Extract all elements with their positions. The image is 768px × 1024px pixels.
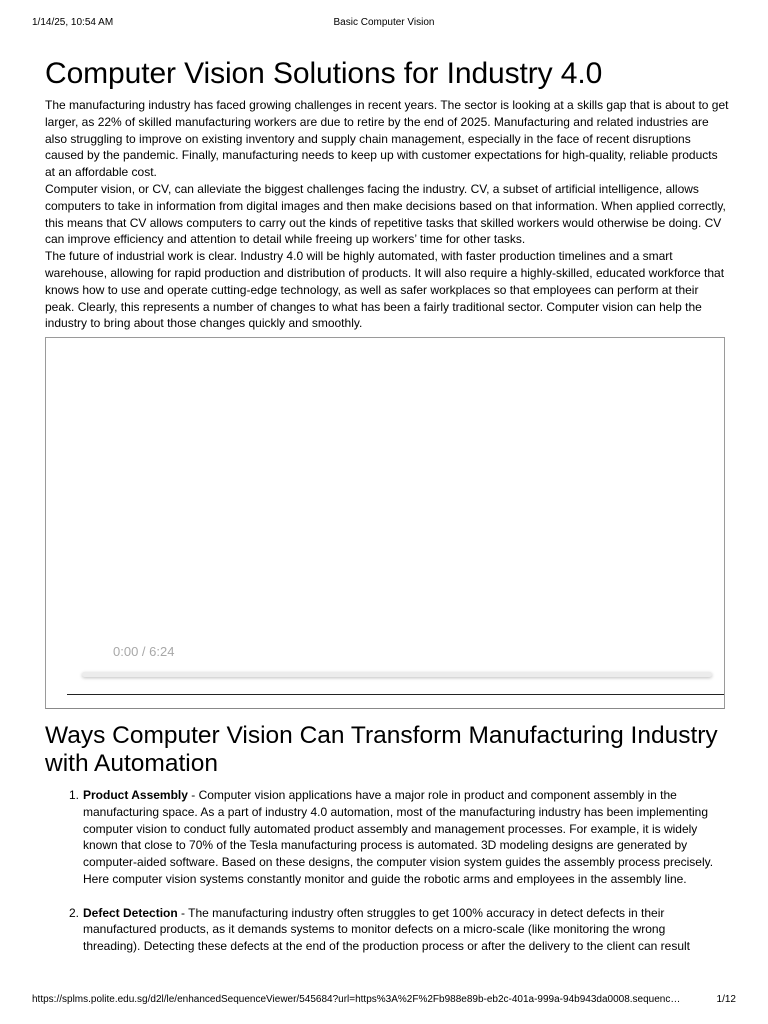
list-item [69, 787, 723, 888]
print-header [32, 17, 736, 31]
list-item-number: 1. [69, 788, 80, 802]
cv-paragraph: Computer vision, or CV, can alleviate the biggest challenges facing the industry. CV, a subset of artificial intelligence, allows computers to take in information from digital images and then make decisions based on that information. When applied correctly, this means that CV allows computers to carry out the kinds of repetitive tasks that skilled workers would otherwise be doing. CV can improve efficiency and attention to detail while freeing up workers’ time for other tasks. [45, 181, 726, 247]
page-title: Computer Vision Solutions for Industry 4.0 [45, 57, 603, 90]
print-document-title: Basic Computer Vision [333, 17, 435, 28]
list-item [69, 905, 723, 955]
list-item-term: Product Assembly [83, 788, 188, 802]
video-player[interactable] [45, 337, 725, 709]
print-timestamp: 1/14/25, 10:54 AM [32, 17, 114, 28]
print-footer [32, 994, 736, 1008]
intro-paragraph: The manufacturing industry has faced growing challenges in recent years. The sector is looking at a skills gap that is about to get larger, as 22% of skilled manufacturing workers are due to retire by the end of 2025. Manufacturing and related industries are also struggling to improve on existing inventory and supply chain management, especially in the face of recent disruptions caused by the pandemic. Finally, manufacturing needs to keep up with customer expectations for high-quality, reliable products at an affordable cost. [45, 98, 729, 180]
list-item-number: 2. [69, 905, 80, 920]
list-item-text: - Computer vision applications have a major role in product and component assembly in the manufacturing space. As a part of industry 4.0 automation, most of the manufacturing industry has been implementing computer vision to conduct fully automated product assembly and management processes. For example, it is widely known that close to 70% of the Tesla manufacturing process is automated. 3D modeling designs are generated by computer-aided software. Based on these designs, the computer vision system guides the assembly process precisely. Here computer vision systems constantly monitor and guide the robotic arms and employees in the assembly line. [83, 788, 714, 886]
video-controls-divider [67, 694, 724, 695]
list-item-text: - The manufacturing industry often struggles to get 100% accuracy in detect defects in their manufactured products, as it demands systems to monitor defects on a micro-scale (like monitoring the wrong threading). Detecting these defects at the end of the production process or after the delivery to the client can result [83, 905, 691, 954]
print-url: https://splms.polite.edu.sg/d2l/le/enhancedSequenceViewer/545684?url=https%3A%2F%2Fb988e89b-eb2c-401a-999a-94b943da0008.sequenc… [32, 994, 681, 1005]
ordered-list [69, 787, 723, 972]
section-heading: Ways Computer Vision Can Transform Manufacturing Industry with Automation [45, 722, 718, 777]
future-paragraph: The future of industrial work is clear. Industry 4.0 will be highly automated, with faster production timelines and a smart warehouse, allowing for rapid production and distribution of products. It will also require a highly-skilled, educated workforce that knows how to use and operate cutting-edge technology, as well as safer workplaces so that employees can perform at their peak. Clearly, this represents a number of changes to what has been a fairly traditional sector. Computer vision can help the industry to bring about those changes quickly and smoothly. [45, 249, 725, 331]
article [45, 56, 729, 332]
list-item-term: Defect Detection [83, 905, 178, 920]
video-time-display: 0:00 / 6:24 [113, 644, 175, 659]
page-number: 1/12 [716, 994, 736, 1005]
video-progress-bar[interactable] [82, 672, 712, 677]
